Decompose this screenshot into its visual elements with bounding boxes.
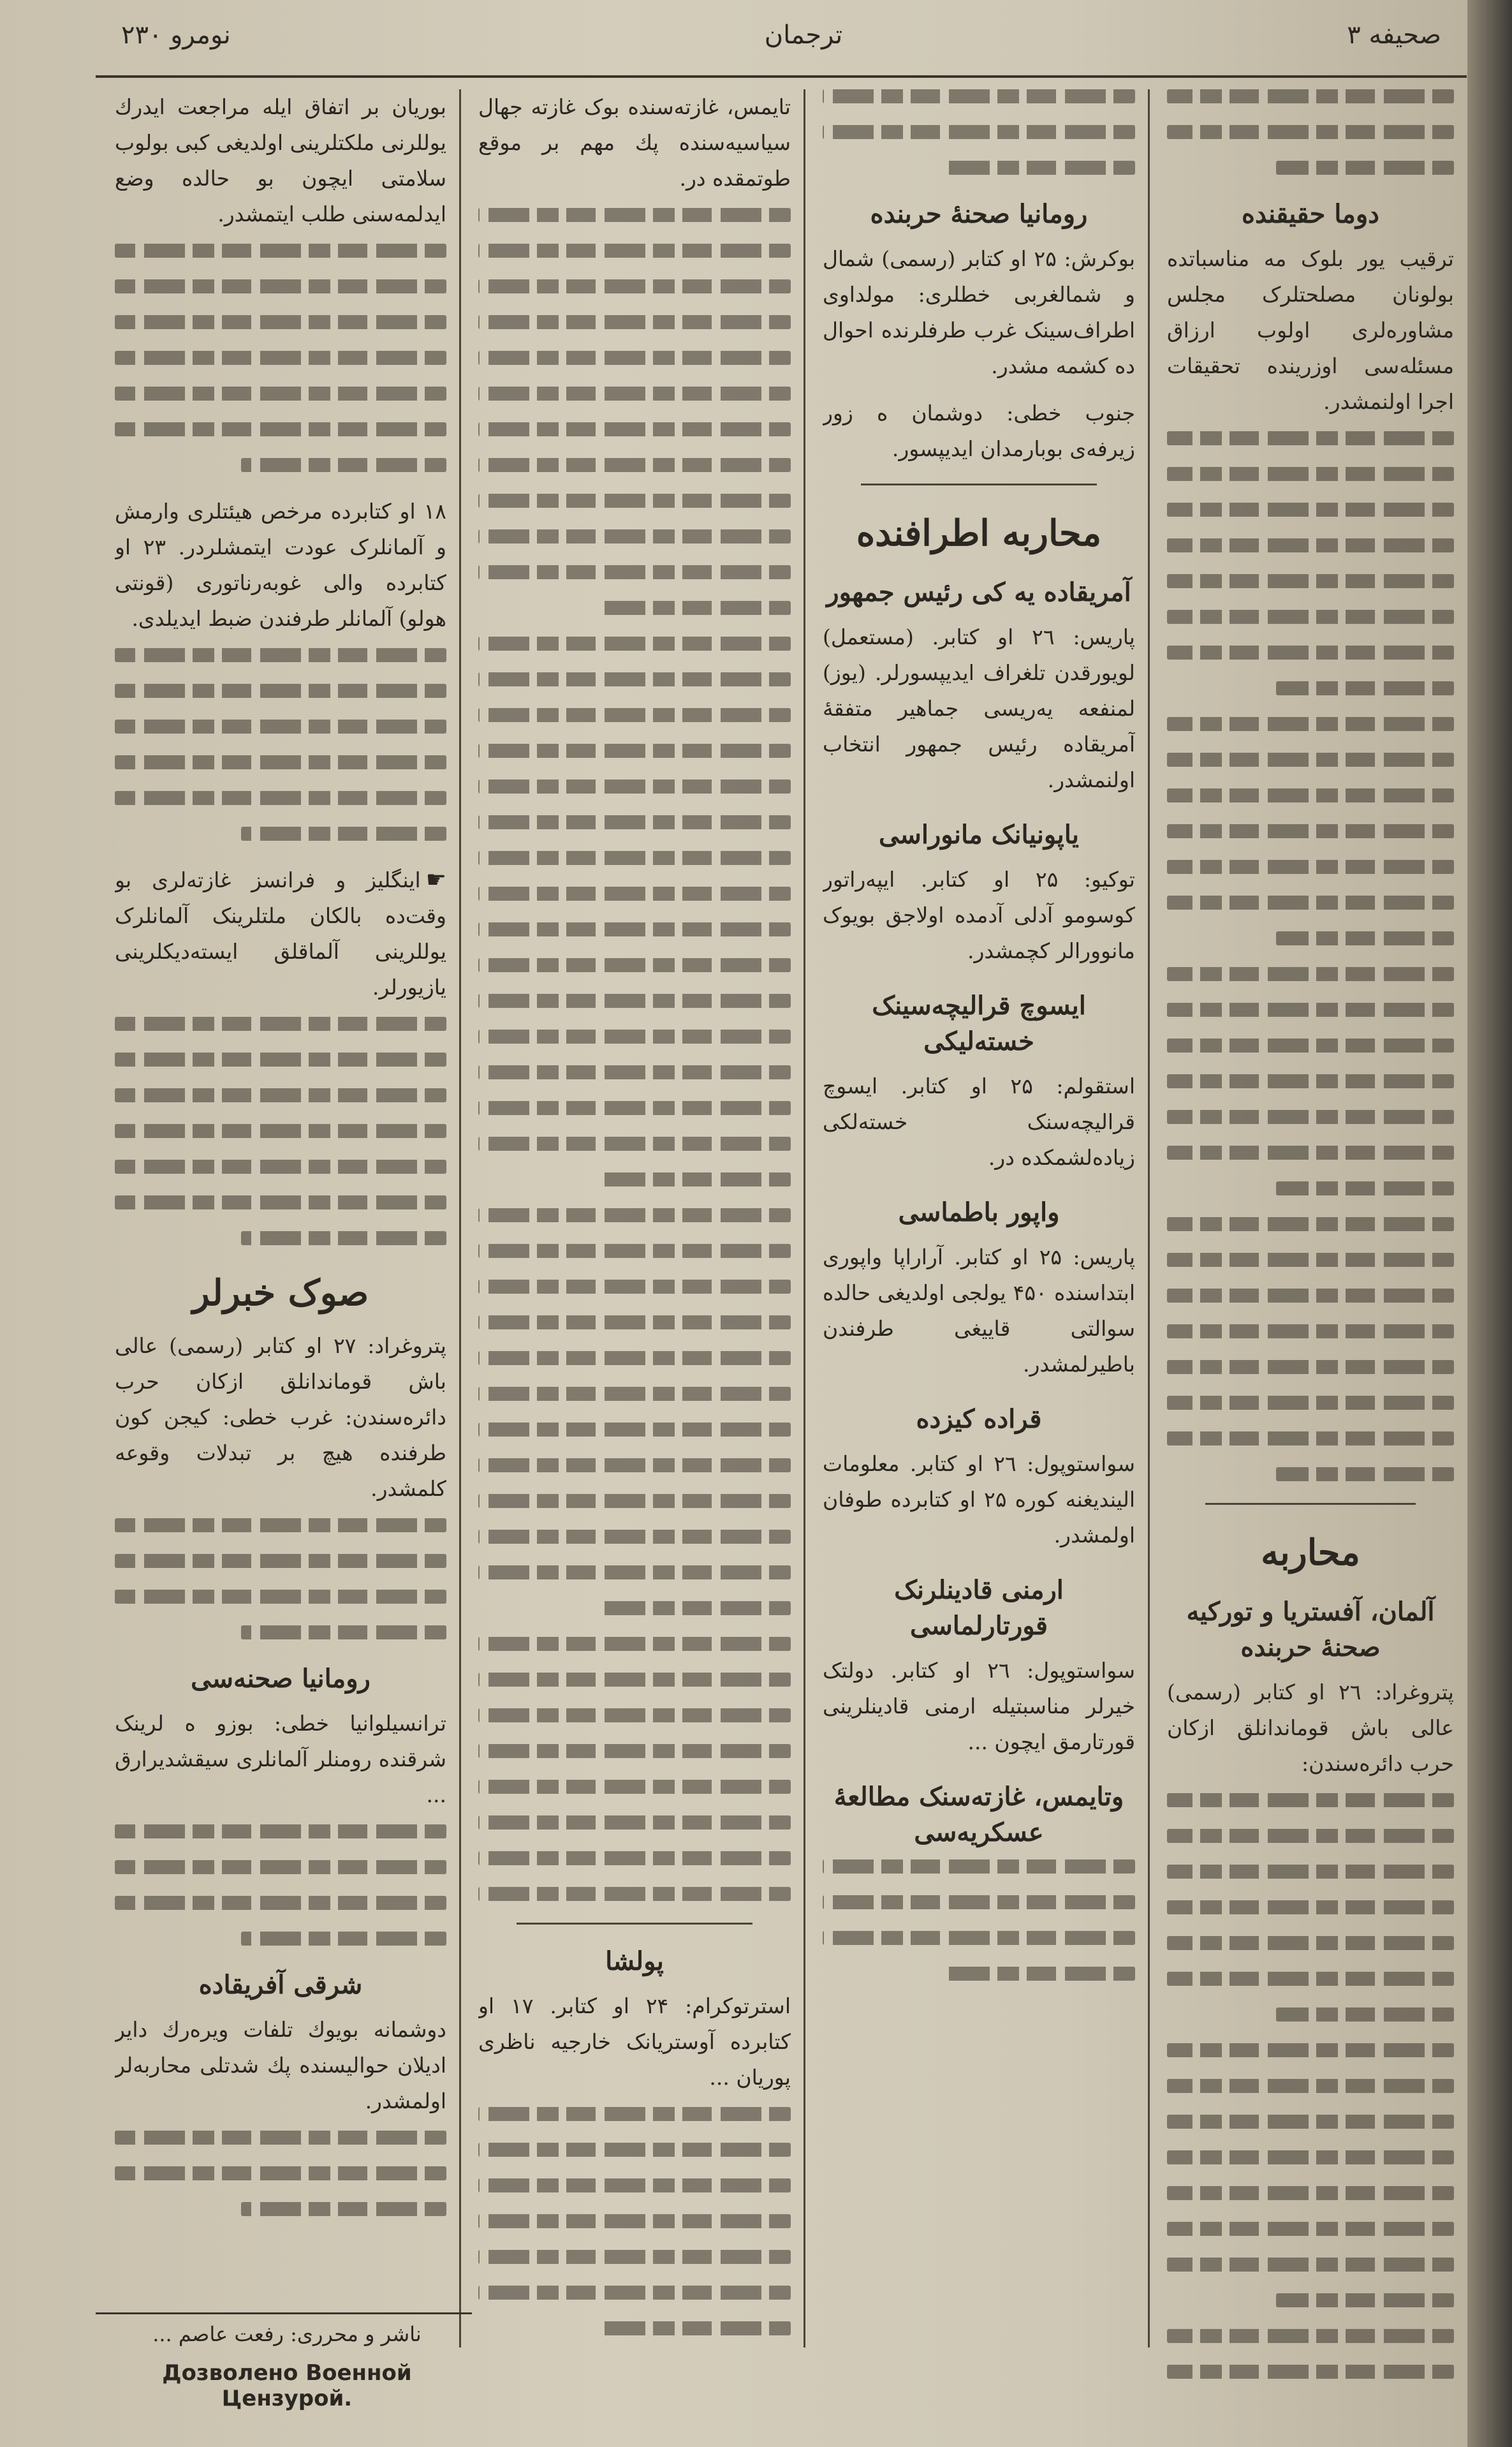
paragraph-armenia: سواستوپول: ۲٦ او کتابر. دولتک خیرلر مناسبتیله ارمنی قادینلرینی قورتارمق ایچون ...: [823, 1658, 1135, 1754]
text-line: [1167, 2150, 1454, 2164]
heading-romania: رومانیا صحنهٔ حربنده: [870, 199, 1088, 229]
text-line: [478, 1851, 791, 1865]
text-line: [597, 1172, 791, 1187]
text-line: [478, 815, 791, 829]
paragraph-flag-note: ☛اینگلیز و فرانسز غازته‌لری بو وقت‌ده بالکان ملتلرینک آلمانلرک یوللرینی آلماقلق ایسته‌دیکلرینی یازیورلر.: [115, 862, 446, 1005]
text-line: [115, 351, 446, 365]
heading-fronts: آلمان، آفستریا و تورکیه صحنهٔ حربنده: [1186, 1597, 1435, 1662]
heading-romania-front: رومانیا صحنه‌سی: [191, 1664, 371, 1694]
column-2: [478, 89, 791, 2386]
section-divider: [1205, 1503, 1416, 1505]
heading-crimea: قراده کیزده: [916, 1404, 1042, 1434]
paragraph-africa: دوشمانه بویوك تلفات ویره‌رك دایر ادیلان حوالیسنده پك شدتلی محاربه‌لر اولمشدر.: [115, 2017, 446, 2113]
text-line: [478, 1423, 791, 1437]
column-1: [115, 89, 446, 2296]
text-line: [1167, 1217, 1454, 1231]
text-line: [115, 1195, 446, 1209]
newspaper-title: ترجمان: [764, 20, 843, 50]
text-line: [115, 1088, 446, 1102]
text-line: [1167, 1900, 1454, 1914]
text-line: [478, 1494, 791, 1508]
paragraph-romania: بوکرش: ۲۵ او کتابر (رسمی) شمال و شمالغربی خطلری: مولداوی اطراف‌سینک غرب طرفلرنده احوال ده کشمه مشدر.: [823, 246, 1135, 378]
text-block: [1167, 431, 1454, 1481]
text-line: [478, 2250, 791, 2264]
text-line: [115, 791, 446, 805]
text-block: [115, 648, 446, 841]
text-line: [478, 387, 791, 401]
text-line: [1167, 1003, 1454, 1017]
column-4: [1167, 89, 1454, 2386]
text-line: [478, 1708, 791, 1722]
text-line: [1167, 753, 1454, 767]
text-line: [1167, 467, 1454, 481]
heading-american: آمریقاده یه کی رئیس جمهور: [826, 577, 1131, 607]
text-line: [241, 458, 446, 472]
text-line: [478, 1744, 791, 1758]
text-line: [1167, 2365, 1454, 2379]
text-line: [1167, 1865, 1454, 1879]
text-line: [478, 2286, 791, 2300]
heading-war: محاربه: [1261, 1532, 1360, 1574]
text-line: [478, 744, 791, 758]
text-line: [1276, 931, 1454, 945]
column-3: [823, 89, 1135, 2386]
heading-last-news: صوک خبرلر: [192, 1272, 369, 1314]
text-line: [1167, 1253, 1454, 1267]
text-line: [478, 244, 791, 258]
text-line: [115, 1053, 446, 1067]
text-block: [115, 244, 446, 472]
text-block: [115, 2131, 446, 2216]
heading-japan: یاپونیانک مانوراسی: [878, 820, 1080, 850]
text-line: [941, 1967, 1135, 1981]
text-line: [478, 1565, 791, 1579]
text-line: [478, 887, 791, 901]
text-line: [115, 1554, 446, 1568]
text-line: [241, 2202, 446, 2216]
text-line: [478, 1315, 791, 1329]
text-line: [241, 1231, 446, 1245]
text-line: [115, 422, 446, 436]
text-line: [941, 161, 1135, 175]
text-line: [115, 720, 446, 734]
text-line: [478, 1780, 791, 1794]
text-line: [478, 851, 791, 865]
text-line: [115, 2131, 446, 2145]
text-line: [1167, 2186, 1454, 2200]
text-line: [597, 601, 791, 615]
paragraph-col1-top: بوریان بر اتفاق ایله مراجعت ایدرك یوللرنی ملکتلرینی اولدیغی کبی بولوب سلامتی ایچون بو حالده وضع ایدلمه‌سنی طلب ایتمشدر.: [115, 94, 446, 226]
masthead: [96, 13, 1467, 77]
text-line: [478, 1637, 791, 1651]
heading-sunk: واپور باطماسی: [898, 1197, 1060, 1227]
text-line: [1167, 1360, 1454, 1374]
text-line: [115, 1860, 446, 1874]
pointing-hand-icon: ☛: [425, 867, 446, 893]
text-line: [1276, 161, 1454, 175]
text-line: [1167, 125, 1454, 139]
text-line: [1167, 574, 1454, 588]
text-block: [115, 1017, 446, 1245]
text-block: [1167, 1793, 1454, 2386]
text-line: [478, 2214, 791, 2228]
text-line: [1167, 1324, 1454, 1338]
text-line: [1167, 860, 1454, 874]
text-line: [478, 958, 791, 972]
heading-africa: شرقی آفریقاده: [198, 1970, 363, 2000]
text-line: [478, 279, 791, 293]
page-edge-shadow: [1467, 0, 1512, 2447]
text-line: [823, 89, 1135, 103]
text-line: [478, 1208, 791, 1222]
text-line: [478, 1458, 791, 1472]
text-line: [1167, 2079, 1454, 2093]
text-line: [241, 827, 446, 841]
text-line: [115, 315, 446, 329]
column-rule: [1148, 89, 1150, 2347]
text-line: [597, 2321, 791, 2335]
text-block: [115, 1824, 446, 1946]
text-line: [115, 2166, 446, 2180]
text-line: [478, 1673, 791, 1687]
text-line: [478, 2143, 791, 2157]
text-line: [1167, 2115, 1454, 2129]
text-line: [1167, 1829, 1454, 1843]
text-line: [115, 1124, 446, 1138]
text-line: [1167, 89, 1454, 103]
paragraph-col1-mid: ۱۸ او کتابرده مرخص هیئتلری وارمش و آلمانلرک عودت ایتمشلردر. ۲۳ او کتابرده والی غوبه‌رناتوری (قونتی هولو) آلمانلر طرفندن ضبط ایدیلدی.: [115, 499, 446, 631]
text-line: [1167, 2258, 1454, 2272]
heading-armenia: ارمنی قادینلرنک قورتارلماسی: [894, 1575, 1064, 1641]
paragraph-american: پاریس: ۲٦ او کتابر. (مستعمل) لویورقدن تلغراف ایدیپسورلر. (یوز) لمنفعه یه‌ریسی جماهیر متفقهٔ آمریقاده رئیس جمهور انتخاب اولنمشدر.: [823, 625, 1135, 792]
text-line: [597, 1601, 791, 1615]
text-block: [1167, 89, 1454, 175]
text-line: [478, 1351, 791, 1365]
text-line: [115, 1160, 446, 1174]
paragraph-poland: استرتوکرام: ۲۴ او کتابر. ۱۷ او کتابرده آوستریانک خارجیه ناظری پوریان ...: [478, 1993, 791, 2090]
text-line: [478, 351, 791, 365]
text-line: [1167, 538, 1454, 552]
text-line: [1167, 1431, 1454, 1445]
text-line: [1167, 610, 1454, 624]
text-line: [241, 1932, 446, 1946]
text-line: [1276, 2293, 1454, 2307]
text-line: [1167, 503, 1454, 517]
issue-number: نومرو ۲۳۰: [121, 20, 231, 50]
text-line: [1167, 967, 1454, 981]
text-line: [478, 2107, 791, 2121]
paragraph-duma: ترقیب یور بلوک مه مناسباتده بولونان مصلحتلرک مجلس مشاوره‌لری اولوب ارزاق مسئله‌سی اوزرینده تحقیقات اجرا اولنمشدر.: [1167, 246, 1454, 414]
paragraph-japan: توکیو: ۲۵ او کتابر. ایپه‌راتور کوسومو آدلی آدمده اولاجق بویوک مانوورالر کچمشدر.: [823, 867, 1135, 963]
text-line: [1167, 1793, 1454, 1807]
paragraph-crimea: سواستوپول: ۲٦ او کتابر. معلومات الیندیغنه کوره ۲۵ او کتابرده طوفان اولمشدر.: [823, 1451, 1135, 1548]
text-line: [1167, 1074, 1454, 1088]
text-line: [478, 1387, 791, 1401]
text-line: [478, 565, 791, 579]
text-block: [478, 2107, 791, 2335]
text-line: [115, 1590, 446, 1604]
heading-poland: پولشا: [605, 1946, 664, 1976]
text-line: [478, 1065, 791, 1079]
section-divider: [517, 1923, 752, 1925]
paragraph-times: تایمس، غازته‌سنده بوک غازته جهال سیاسیه‌سنده پك مهم بر موقع طوتمقده در.: [478, 94, 791, 191]
text-line: [478, 637, 791, 651]
text-block: [823, 1859, 1135, 1981]
text-line: [1167, 1110, 1454, 1124]
paragraph-sunk: پاریس: ۲۵ او کتابر. آراراپا واپوری ابتداسنده ۴۵۰ یولجی اولدیغی حالده سوالتی قاییغی طرفندن باطیرلمشدر.: [823, 1245, 1135, 1377]
masthead-rule: [96, 75, 1467, 78]
text-line: [115, 755, 446, 769]
text-line: [1167, 1039, 1454, 1053]
text-line: [478, 1887, 791, 1901]
text-line: [478, 1280, 791, 1294]
text-line: [478, 2178, 791, 2192]
footer-rule: [96, 2312, 472, 2314]
text-line: [478, 1030, 791, 1044]
text-line: [115, 1896, 446, 1910]
text-line: [478, 1815, 791, 1830]
text-block: [823, 89, 1135, 175]
text-block: [115, 1518, 446, 1639]
text-line: [478, 672, 791, 686]
text-line: [1276, 681, 1454, 695]
column-rule: [459, 89, 461, 2347]
section-divider: [861, 484, 1097, 485]
text-line: [478, 1101, 791, 1115]
text-line: [1167, 2329, 1454, 2343]
text-line: [478, 422, 791, 436]
text-line: [478, 208, 791, 222]
text-line: [1167, 2222, 1454, 2236]
text-line: [1276, 1181, 1454, 1195]
text-block: [478, 208, 791, 1901]
text-line: [1167, 1396, 1454, 1410]
text-line: [115, 684, 446, 698]
text-line: [1276, 2007, 1454, 2022]
censorship-note: Дозволено Военной Цензурой.: [162, 2360, 412, 2411]
text-line: [478, 922, 791, 936]
text-line: [1276, 1467, 1454, 1481]
text-line: [1167, 896, 1454, 910]
text-line: [115, 648, 446, 662]
text-line: [478, 708, 791, 722]
text-line: [1167, 431, 1454, 445]
paragraph-romania-front: ترانسیلوانیا خطی: بوزو ه لرینک شرقنده رومنلر آلمانلری سیقشدیرارق ...: [115, 1711, 446, 1807]
text-line: [478, 1137, 791, 1151]
text-line: [478, 529, 791, 543]
text-line: [478, 458, 791, 472]
text-line: [478, 1244, 791, 1258]
text-line: [1167, 646, 1454, 660]
column-rule: [804, 89, 805, 2347]
text-line: [1167, 1972, 1454, 1986]
paragraph-south-line: جنوب خطی: دوشمان ه زور زیرفه‌ی بوبارمدان ایدیپسور.: [823, 401, 1135, 461]
text-line: [478, 994, 791, 1008]
paragraph-last-news: پتروغراد: ۲۷ او کتابر (رسمی) عالی باش قوماندانلق ازکان حرب دائره‌سندن: غرب خطی: کیجن کون طرفنده هیچ بر تبدلات وقوعه کلمشدر.: [115, 1333, 446, 1501]
paragraph-war-intro: پتروغراد: ۲٦ او کتابر (رسمی) عالی باش قوماندانلق ازکان حرب دائره‌سندن:: [1167, 1680, 1454, 1776]
text-line: [115, 244, 446, 258]
text-line: [823, 1895, 1135, 1909]
heading-sweden: ایسوچ قرالیچه‌سینک خسته‌لیکی: [872, 991, 1086, 1056]
heading-times: وتایمس، غازته‌سنک مطالعهٔ عسکریه‌سی: [833, 1782, 1124, 1847]
publisher-signature: ناشر و محرری: رفعت عاصم ...: [152, 2322, 422, 2346]
text-line: [115, 1824, 446, 1838]
text-line: [115, 1017, 446, 1031]
text-line: [823, 1859, 1135, 1874]
text-line: [115, 387, 446, 401]
text-line: [1167, 1936, 1454, 1950]
text-line: [115, 279, 446, 293]
text-line: [241, 1625, 446, 1639]
text-line: [1167, 2043, 1454, 2057]
text-line: [478, 315, 791, 329]
text-line: [1167, 717, 1454, 731]
text-line: [478, 494, 791, 508]
heading-duma: دوما حقیقنده: [1242, 199, 1379, 229]
paragraph-sweden: استقولم: ۲۵ او کتابر. ایسوچ قرالیچه‌سنک خسته‌لکی زیاده‌لشمکده در.: [823, 1074, 1135, 1170]
text-line: [478, 1530, 791, 1544]
text-line: [1167, 788, 1454, 802]
text-line: [1167, 824, 1454, 838]
page-number: صحیفه ۳: [1347, 20, 1441, 50]
text-line: [1167, 1146, 1454, 1160]
text-line: [478, 780, 791, 794]
text-line: [115, 1518, 446, 1532]
text-line: [823, 1931, 1135, 1945]
text-line: [823, 125, 1135, 139]
heading-around-war: محاربه اطرافنده: [856, 512, 1102, 554]
text-line: [1167, 1289, 1454, 1303]
